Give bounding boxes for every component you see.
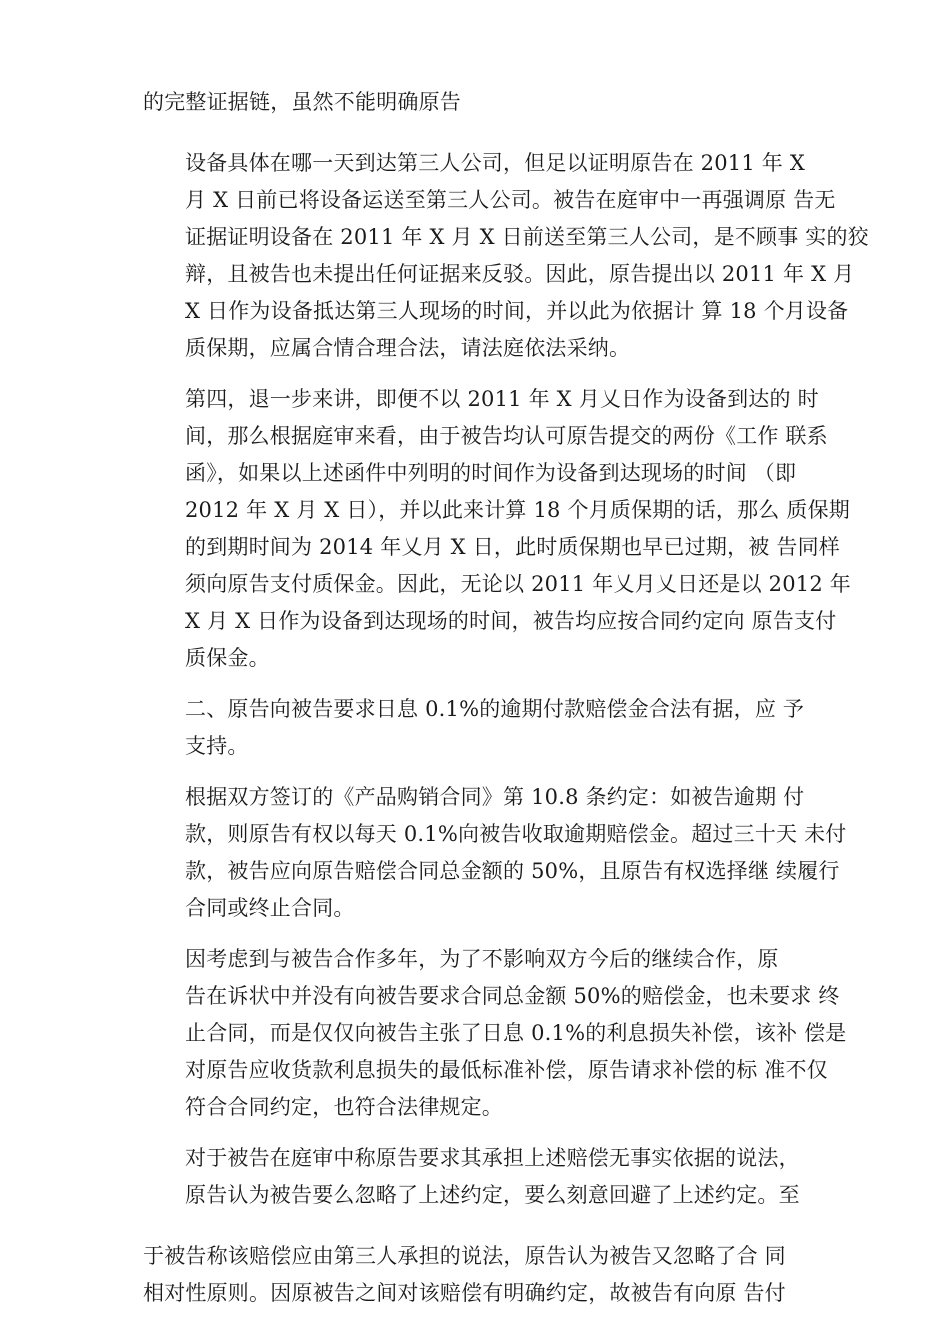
text-line: 2012 年 X 月 X 日），并以此来计算 18 个月质保期的话，那么 质保期 xyxy=(185,498,850,522)
text-line: 月 X 日前已将设备运送至第三人公司。被告在庭审中一再强调原 告无 xyxy=(185,188,836,212)
paragraph-equipment-arrival xyxy=(143,145,869,367)
document-page xyxy=(143,84,869,1312)
text-line: 于被告称该赔偿应由第三人承担的说法，原告认为被告又忽略了合 同 xyxy=(143,1244,786,1268)
text-line: 的完整证据链，虽然不能明确原告 xyxy=(143,90,461,114)
section-heading-two xyxy=(143,691,831,765)
text-line: 辩，且被告也未提出任何证据来反驳。因此，原告提出以 2011 年 X 月 xyxy=(185,262,855,286)
text-line: 函》，如果以上述函件中列明的时间作为设备到达现场的时间 （即 xyxy=(185,461,797,485)
text-line: 证据证明设备在 2011 年 X 月 X 日前送至第三人公司，是不顾事 实的狡 xyxy=(185,225,869,249)
paragraph-point-four xyxy=(143,381,851,677)
text-line: 根据双方签订的《产品购销合同》第 10.8 条约定：如被告逾期 付 xyxy=(185,785,805,809)
text-line: 款，被告应向原告赔偿合同总金额的 50%，且原告有权选择继 续履行 xyxy=(185,859,840,883)
text-line: 款，则原告有权以每天 0.1%向被告收取逾期赔偿金。超过三十天 未付 xyxy=(185,822,847,846)
text-line: 因考虑到与被告合作多年，为了不影响双方今后的继续合作，原 xyxy=(185,947,779,971)
text-line: 原告认为被告要么忽略了上述约定，要么刻意回避了上述约定。至 xyxy=(185,1183,800,1207)
text-line: 对原告应收货款利息损失的最低标准补偿，原告请求补偿的标 准不仅 xyxy=(185,1058,828,1082)
text-line: 支持。 xyxy=(185,734,249,758)
text-line: 设备具体在哪一天到达第三人公司，但足以证明原告在 2011 年 X xyxy=(185,151,806,175)
text-line: 告在诉状中并没有向被告要求合同总金额 50%的赔偿金，也未要求 终 xyxy=(185,984,840,1008)
text-line: X 月 X 日作为设备到达现场的时间，被告均应按合同约定向 原告支付 xyxy=(185,609,837,633)
text-line: 间，那么根据庭审来看，由于被告均认可原告提交的两份《工作 联系 xyxy=(185,424,828,448)
paragraph-third-party xyxy=(143,1238,831,1312)
text-line: 二、原告向被告要求日息 0.1%的逾期付款赔偿金合法有据，应 予 xyxy=(185,697,805,721)
text-line: 合同或终止合同。 xyxy=(185,896,355,920)
paragraph-contract-clause xyxy=(143,779,847,927)
text-line: 的到期时间为 2014 年乂月 X 日，此时质保期也早已过期，被 告同样 xyxy=(185,535,840,559)
text-line: 相对性原则。因原被告之间对该赔偿有明确约定，故被告有向原 告付 xyxy=(143,1281,786,1305)
text-line: 质保金。 xyxy=(185,646,270,670)
text-line: 止合同，而是仅仅向被告主张了日息 0.1%的利息损失补偿，该补 偿是 xyxy=(185,1021,847,1045)
text-line: X 日作为设备抵达第三人现场的时间，并以此为依据计 算 18 个月设备 xyxy=(185,299,849,323)
text-line: 符合合同约定，也符合法律规定。 xyxy=(185,1095,503,1119)
text-line: 对于被告在庭审中称原告要求其承担上述赔偿无事实依据的说法， xyxy=(185,1146,800,1170)
paragraph-defendant-claim xyxy=(143,1140,831,1214)
text-line: 须向原告支付质保金。因此，无论以 2011 年乂月乂日还是以 2012 年 xyxy=(185,572,851,596)
text-line: 第四，退一步来讲，即便不以 2011 年 X 月乂日作为设备到达的 时 xyxy=(185,387,819,411)
paragraph-cooperation xyxy=(143,941,847,1126)
paragraph-continuation xyxy=(143,84,831,121)
text-line: 质保期，应属合情合理合法，请法庭依法采纳。 xyxy=(185,336,631,360)
